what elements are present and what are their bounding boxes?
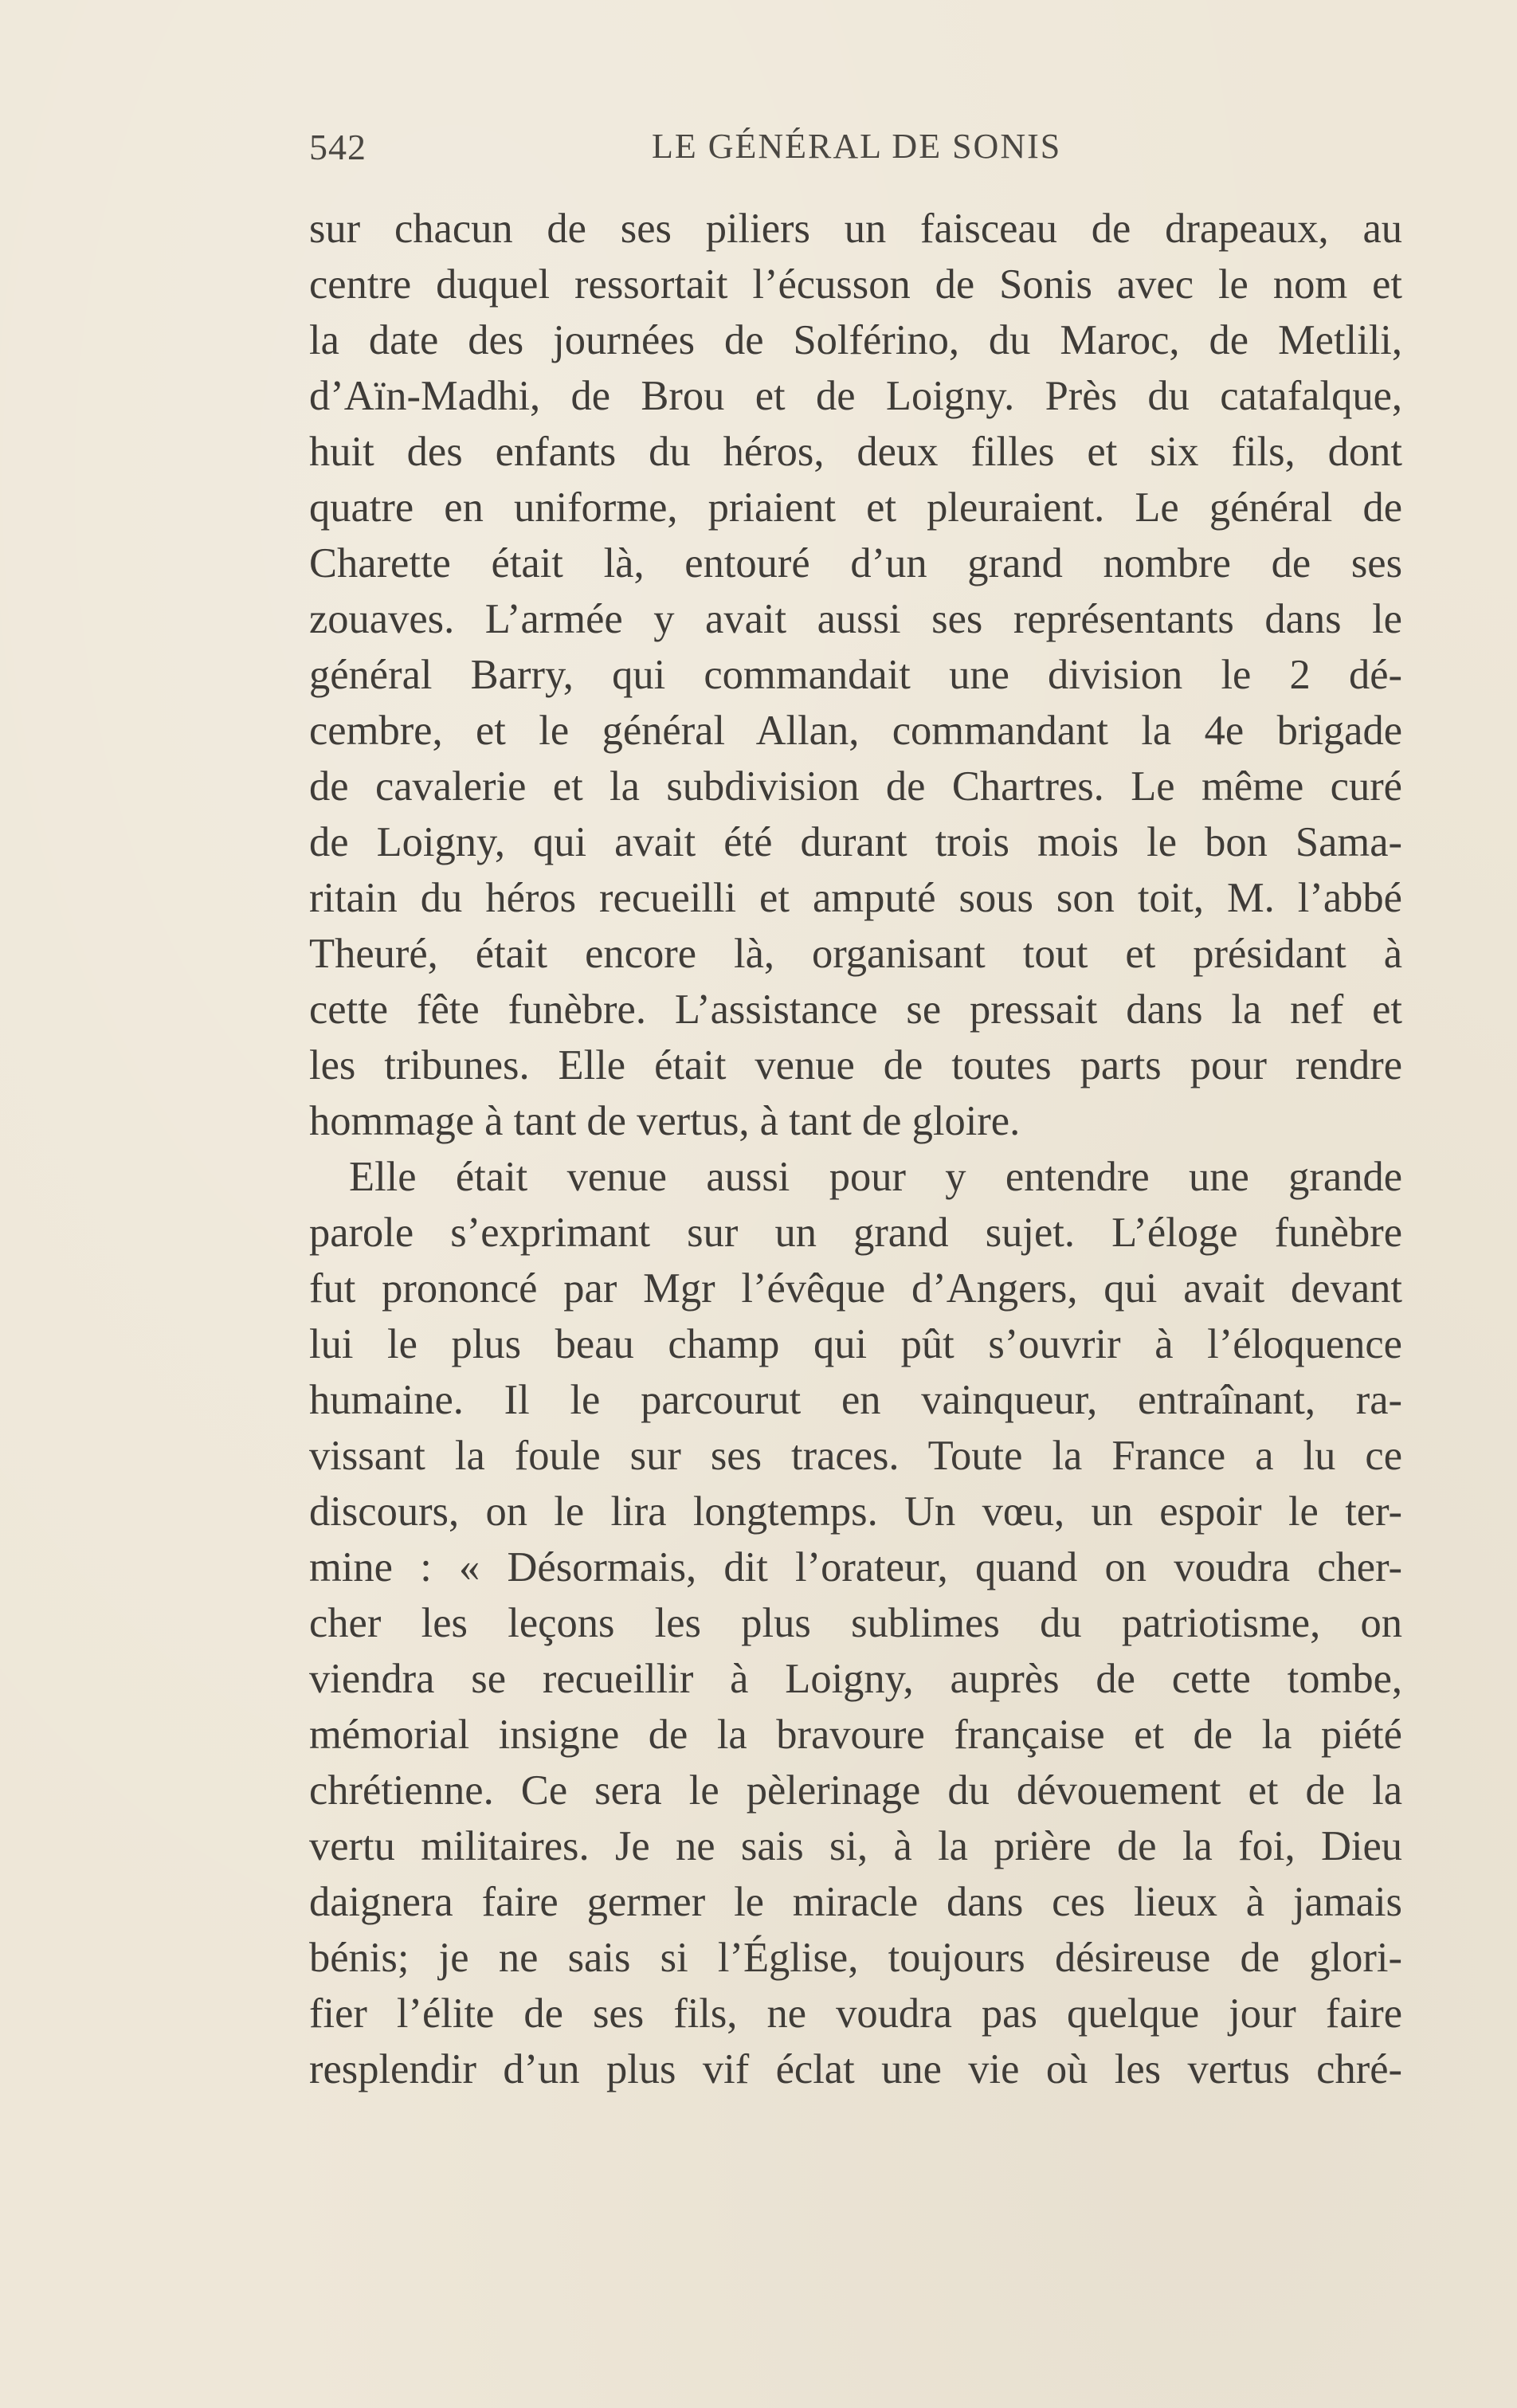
- text-line: mine : « Désormais, dit l’orateur, quand on voudra cher-: [309, 1544, 1402, 1590]
- text-line: sur chacun de ses piliers un faisceau de drapeaux, au: [309, 206, 1402, 252]
- text-line: parole s’exprimant sur un grand sujet. L’éloge funèbre: [309, 1210, 1402, 1256]
- text-line: vertu militaires. Je ne sais si, à la prière de la foi, Dieu: [309, 1823, 1402, 1869]
- text-line: zouaves. L’armée y avait aussi ses représentants dans le: [309, 596, 1402, 642]
- text-line: humaine. Il le parcourut en vainqueur, entraînant, ra-: [309, 1377, 1402, 1423]
- text-line: daignera faire germer le miracle dans ces lieux à jamais: [309, 1879, 1402, 1925]
- text-line: les tribunes. Elle était venue de toutes parts pour rendre: [309, 1042, 1402, 1088]
- text-line: discours, on le lira longtemps. Un vœu, un espoir le ter-: [309, 1488, 1402, 1535]
- page-header: [309, 126, 1402, 174]
- text-line: fut prononcé par Mgr l’évêque d’Angers, qui avait devant: [309, 1265, 1402, 1312]
- paragraph-start-line: Elle était venue aussi pour y entendre une grande: [349, 1154, 1402, 1200]
- text-line: viendra se recueillir à Loigny, auprès de cette tombe,: [309, 1656, 1402, 1702]
- text-line: cette fête funèbre. L’assistance se pressait dans la nef et: [309, 986, 1402, 1033]
- text-line: centre duquel ressortait l’écusson de Sonis avec le nom et: [309, 261, 1402, 308]
- text-line: bénis; je ne sais si l’Église, toujours désireuse de glori-: [309, 1935, 1402, 1981]
- text-line: de cavalerie et la subdivision de Chartres. Le même curé: [309, 763, 1402, 810]
- text-line: huit des enfants du héros, deux filles et six fils, dont: [309, 429, 1402, 475]
- text-line: mémorial insigne de la bravoure française et de la piété: [309, 1712, 1402, 1758]
- body-text: [309, 201, 1402, 2097]
- text-line: Theuré, était encore là, organisant tout et présidant à: [309, 931, 1402, 977]
- text-line: chrétienne. Ce sera le pèlerinage du dévouement et de la: [309, 1767, 1402, 1814]
- text-line: fier l’élite de ses fils, ne voudra pas quelque jour faire: [309, 1990, 1402, 2037]
- text-line: vissant la foule sur ses traces. Toute la France a lu ce: [309, 1433, 1402, 1479]
- text-line: Charette était là, entouré d’un grand nombre de ses: [309, 540, 1402, 586]
- text-line: d’Aïn-Madhi, de Brou et de Loigny. Près du catafalque,: [309, 373, 1402, 419]
- text-line: général Barry, qui commandait une division le 2 dé-: [309, 652, 1402, 698]
- paragraph-end-line: hommage à tant de vertus, à tant de gloire.: [309, 1098, 1021, 1144]
- running-head: LE GÉNÉRAL DE SONIS: [652, 127, 1062, 166]
- text-line: cembre, et le général Allan, commandant la 4e brigade: [309, 708, 1402, 754]
- text-line: de Loigny, qui avait été durant trois mois le bon Sama-: [309, 819, 1402, 865]
- text-line: lui le plus beau champ qui pût s’ouvrir à l’éloquence: [309, 1321, 1402, 1367]
- text-line: la date des journées de Solférino, du Maroc, de Metlili,: [309, 317, 1402, 363]
- text-line: resplendir d’un plus vif éclat une vie où les vertus chré-: [309, 2046, 1402, 2092]
- page-number: 542: [309, 127, 367, 167]
- text-line: ritain du héros recueilli et amputé sous son toit, M. l’abbé: [309, 875, 1402, 921]
- text-line: cher les leçons les plus sublimes du patriotisme, on: [309, 1600, 1402, 1646]
- text-line: quatre en uniforme, priaient et pleuraient. Le général de: [309, 484, 1402, 531]
